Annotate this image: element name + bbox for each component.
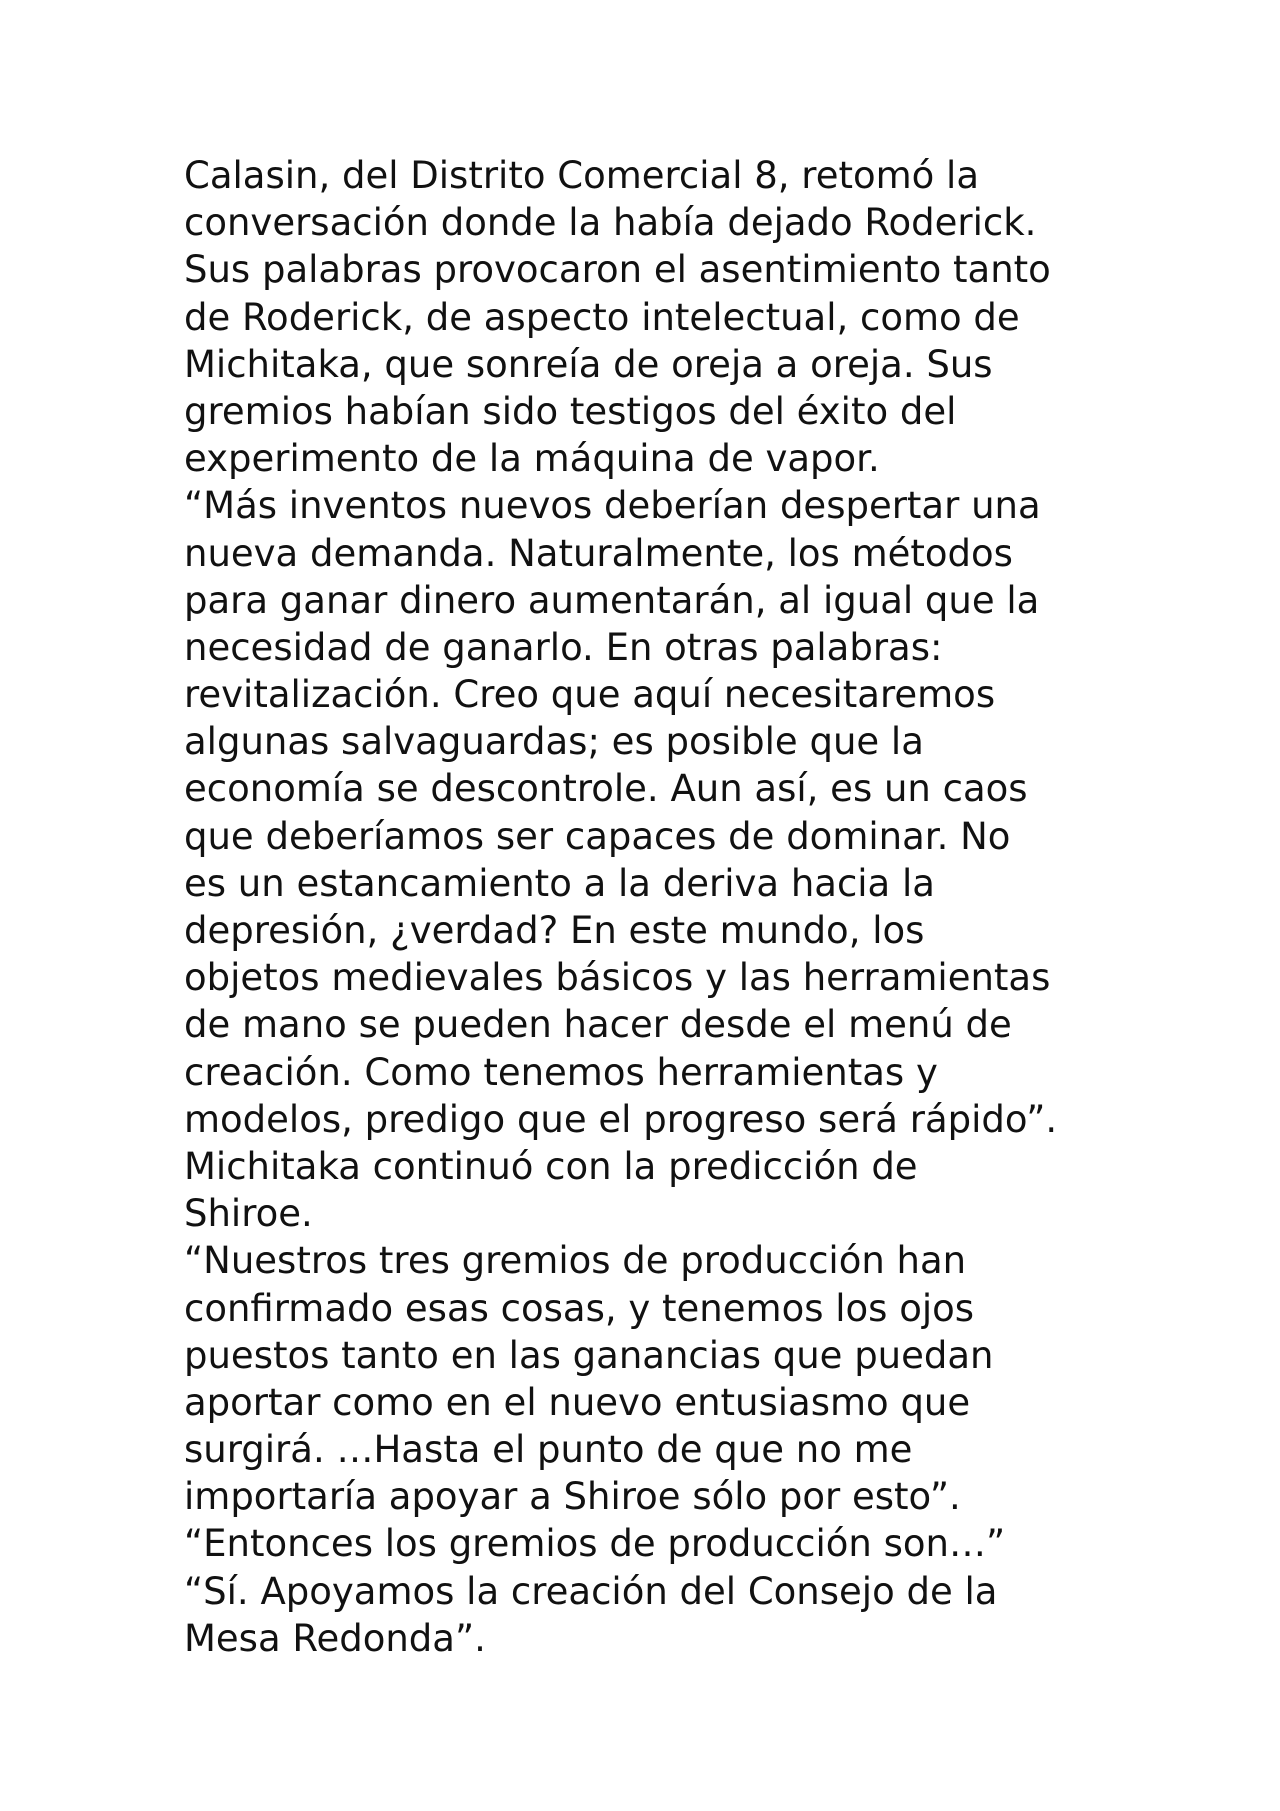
text-line: confirmado esas cosas, y tenemos los ojos [184, 1286, 975, 1330]
text-line: Shiroe. [184, 1192, 313, 1236]
text-line: necesidad de ganarlo. En otras palabras: [184, 625, 943, 669]
text-line: creación. Como tenemos herramientas y [184, 1050, 938, 1094]
text-line: surgirá. …Hasta el punto de que no me [184, 1428, 913, 1472]
text-line: Michitaka continuó con la predicción de [184, 1144, 918, 1188]
text-line: “Más inventos nuevos deberían despertar una [184, 484, 1041, 528]
text-line: Calasin, del Distrito Comercial 8, retomó la [184, 154, 980, 197]
text-line: experimento de la máquina de vapor. [184, 437, 880, 481]
text-line: importaría apoyar a Shiroe sólo por esto”. [184, 1475, 961, 1519]
text-line: puestos tanto en las ganancias que puedan [184, 1333, 994, 1377]
text-line: aportar como en el nuevo entusiasmo que [184, 1380, 971, 1424]
text-line: “Entonces los gremios de producción son…” [184, 1522, 1006, 1566]
text-line: modelos, predigo que el progreso será rápido”. [184, 1097, 1058, 1141]
text-line: de mano se pueden hacer desde el menú de [184, 1003, 1012, 1047]
text-line: es un estancamiento a la deriva hacia la [184, 861, 935, 905]
text-line: depresión, ¿verdad? En este mundo, los [184, 909, 925, 952]
text-line: economía se descontrole. Aun así, es un caos [184, 767, 1028, 811]
text-line: algunas salvaguardas; es posible que la [184, 720, 924, 764]
text-line: conversación donde la había dejado Roderick. [184, 201, 1037, 245]
text-line: revitalización. Creo que aquí necesitaremos [184, 673, 996, 717]
text-line: “Sí. Apoyamos la creación del Consejo de la [184, 1569, 998, 1613]
text-line: nueva demanda. Naturalmente, los métodos [184, 531, 1013, 575]
body-text [184, 152, 1124, 1662]
text-line: objetos medievales básicos y las herramientas [184, 956, 1051, 1000]
text-line: para ganar dinero aumentarán, al igual que la [184, 578, 1040, 622]
text-line: “Nuestros tres gremios de producción han [184, 1239, 967, 1283]
text-line: Mesa Redonda”. [184, 1616, 486, 1660]
text-line: Michitaka, que sonreía de oreja a oreja. Sus [184, 342, 993, 386]
text-line: que deberíamos ser capaces de dominar. No [184, 814, 1011, 858]
text-line: Sus palabras provocaron el asentimiento tanto [184, 248, 1051, 292]
text-line: gremios habían sido testigos del éxito del [184, 389, 957, 433]
text-line: de Roderick, de aspecto intelectual, como de [184, 295, 1020, 339]
